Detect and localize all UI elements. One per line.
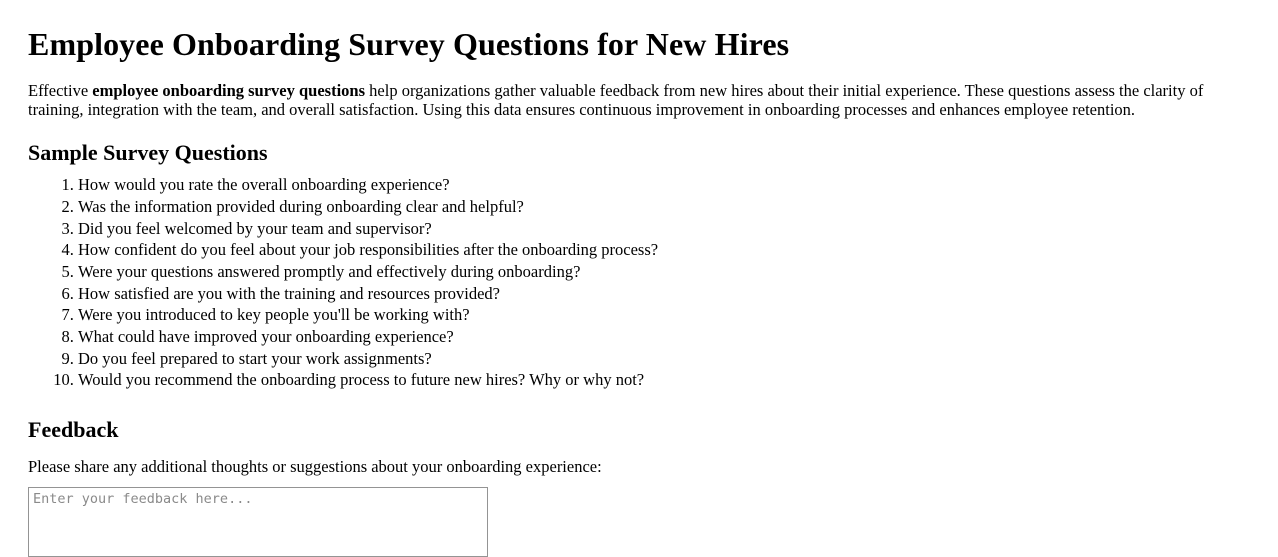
intro-rest-text: help organizations gather valuable feedback from new hires about their initial experience. These questions assess the clarity of training, integration with the team, and overall satisfaction. Using this data ensures continuous improvement in onboarding processes and enhances employee retention.	[28, 80, 1204, 120]
intro-paragraph	[28, 81, 1233, 120]
sample-questions-heading: Sample Survey Questions	[28, 140, 268, 166]
list-item: 6. How satisfied are you with the training and resources provided?	[78, 285, 1250, 303]
list-item: 7. Were you introduced to key people you'll be working with?	[78, 306, 1250, 324]
feedback-textarea[interactable]	[28, 487, 488, 557]
list-item: 3. Did you feel welcomed by your team and supervisor?	[78, 220, 1250, 238]
feedback-heading: Feedback	[28, 417, 119, 443]
feedback-label: Please share any additional thoughts or suggestions about your onboarding experience:	[28, 457, 602, 477]
list-item: 9. Do you feel prepared to start your work assignments?	[78, 350, 1250, 368]
list-item: 4. How confident do you feel about your job responsibilities after the onboarding process?	[78, 241, 1250, 259]
intro-bold-phrase: employee onboarding survey questions	[92, 80, 366, 100]
list-item: 10. Would you recommend the onboarding process to future new hires? Why or why not?	[78, 371, 1250, 389]
list-item: 8. What could have improved your onboarding experience?	[78, 328, 1250, 346]
list-item: 1. How would you rate the overall onboarding experience?	[78, 176, 1250, 194]
page-title: Employee Onboarding Survey Questions for New Hires	[28, 26, 790, 62]
list-item: 2. Was the information provided during onboarding clear and helpful?	[78, 198, 1250, 216]
survey-questions-list	[28, 176, 1250, 389]
intro-lead-text: Effective	[28, 80, 93, 100]
list-item: 5. Were your questions answered promptly and effectively during onboarding?	[78, 263, 1250, 281]
